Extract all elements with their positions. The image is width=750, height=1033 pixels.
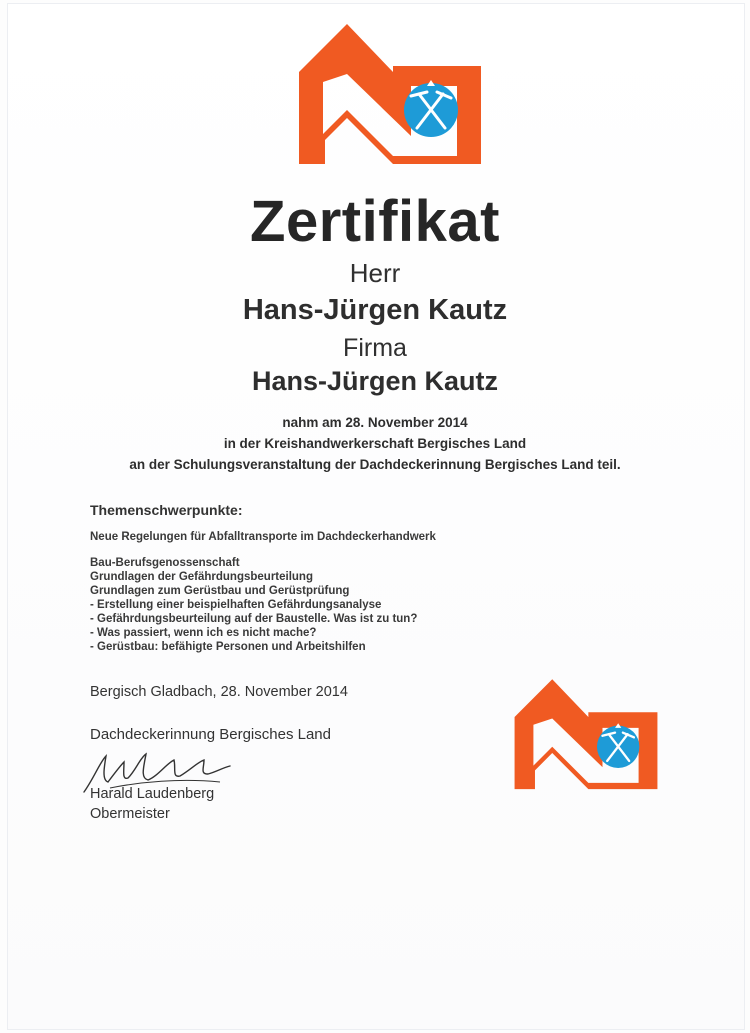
topics-heading: Themenschwerpunkte: (90, 502, 243, 518)
topic-item: Grundlagen der Gefährdungsbeurteilung (90, 571, 313, 583)
topic-item: - Erstellung einer beispielhaften Gefährdungsanalyse (90, 599, 382, 611)
topic-item: Neue Regelungen für Abfalltransporte im Dachdeckerhandwerk (90, 531, 436, 543)
topic-item: - Gefährdungsbeurteilung auf der Baustelle. Was ist zu tun? (90, 613, 418, 625)
signer-name: Harald Laudenberg (90, 786, 215, 802)
signer-role: Obermeister (90, 806, 170, 822)
topic-item: Grundlagen zum Gerüstbau und Gerüstprüfung (90, 585, 350, 597)
intro-line: an der Schulungsveranstaltung der Dachdeckerinnung Bergisches Land teil. (129, 457, 621, 472)
roofer-guild-logo-icon (513, 679, 659, 791)
intro-line: nahm am 28. November 2014 (282, 415, 468, 430)
salutation: Herr (349, 258, 401, 288)
certificate-title: Zertifikat (250, 189, 500, 254)
organization-name: Dachdeckerinnung Bergisches Land (90, 726, 331, 743)
person-name: Hans-Jürgen Kautz (242, 294, 508, 326)
topic-item: Bau-Berufsgenossenschaft (90, 557, 240, 569)
company-label: Firma (343, 334, 407, 362)
company-name: Hans-Jürgen Kautz (251, 366, 499, 396)
intro-line: in der Kreishandwerkerschaft Bergisches Land (223, 436, 527, 451)
place-date: Bergisch Gladbach, 28. November 2014 (90, 684, 348, 700)
roofer-guild-logo-icon (297, 24, 483, 166)
topic-item: - Gerüstbau: befähigte Personen und Arbeitshilfen (90, 641, 366, 653)
topic-item: - Was passiert, wenn ich es nicht mache? (90, 627, 317, 639)
